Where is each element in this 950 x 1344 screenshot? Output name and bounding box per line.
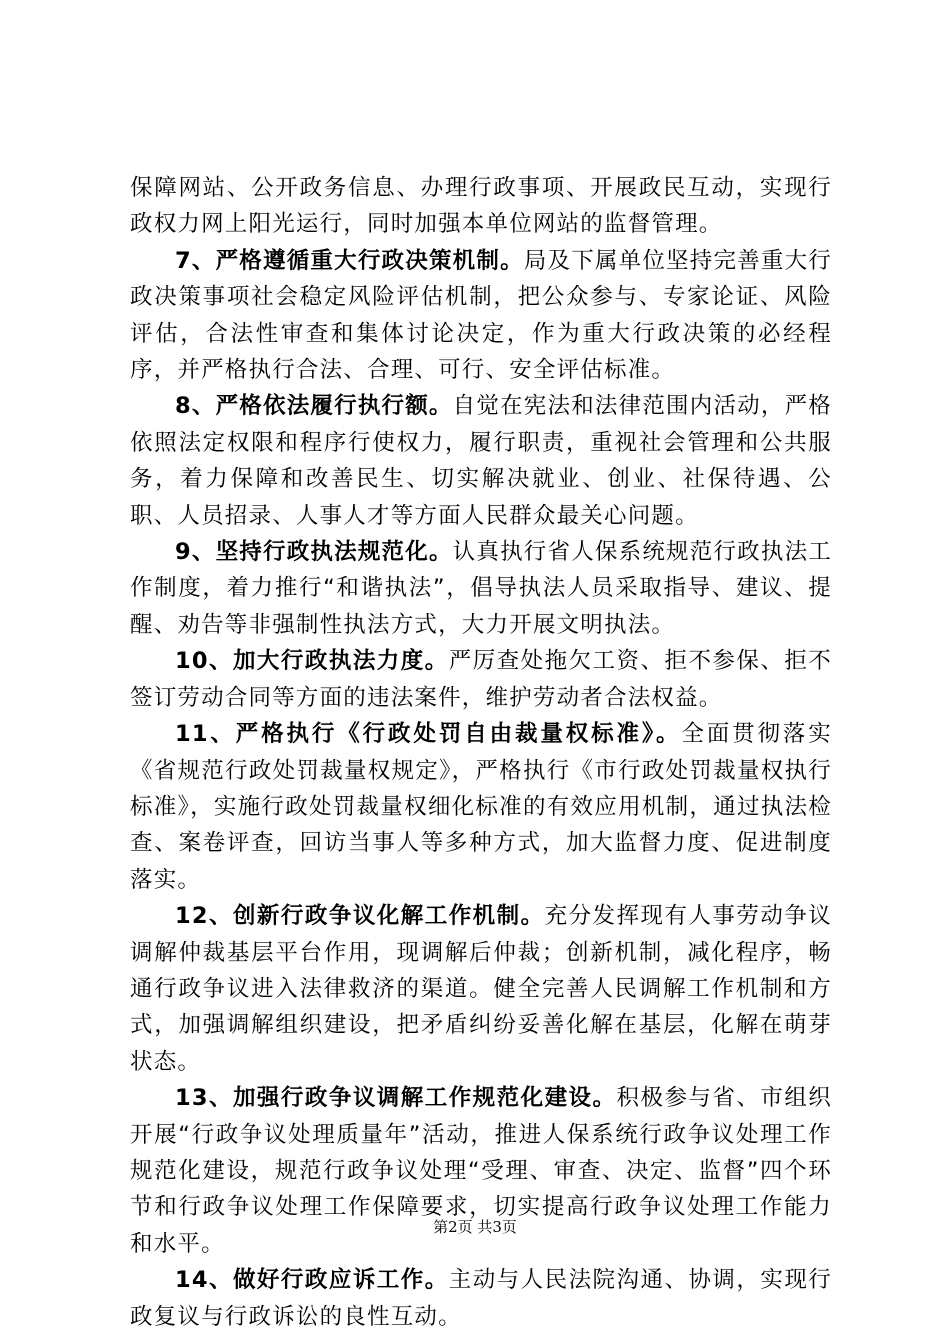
item-body: 积极参与省、市组织开展“行政争议处理质量年”活动，推进人保系统行政争议处理工作规范化建设，规范行政争议处理“受理、审查、决定、监督”四个环节和行政争议处理工作保障要求，切实提高行政争议处理工作能力和水平。 xyxy=(130,1085,832,1257)
item-body: 主动与人民法院沟通、协调，实现行政复议与行政诉讼的良性互动。 xyxy=(130,1267,833,1330)
item-body: 认真执行省人保系统规范行政执法工作制度，着力推行“和谐执法”，倡导执法人员采取指导、建议、提醒、劝告等非强制性执法方式，大力开展文明执法。 xyxy=(130,539,833,638)
item-body: 全面贯彻落实《省规范行政处罚裁量权规定》，严格执行《市行政处罚裁量权执行标准》，实施行政处罚裁量权细化标准的有效应用机制，通过执法检查、案卷评查，回访当事人等多种方式，加大监督力度、促进制度落实。 xyxy=(130,721,832,893)
item-body: 严厉查处拖欠工资、拒不参保、拒不签订劳动合同等方面的违法案件，维护劳动者合法权益。 xyxy=(130,648,833,711)
item-body: 自觉在宪法和法律范围内活动，严格依照法定权限和程序行使权力，履行职责，重视社会管理和公共服务，着力保障和改善民生、切实解决就业、创业、社保待遇、公职、人员招录、人事人才等方面人民群众最关心问题。 xyxy=(130,393,833,529)
item-heading: 13、加强行政争议调解工作规范化建设。 xyxy=(175,1085,617,1112)
continuation-paragraph: 保障网站、公开政务信息、办理行政事项、开展政民互动，实现行政权力网上阳光运行，同时加强本单位网站的监督管理。 xyxy=(130,175,832,238)
item-heading: 12、创新行政争议化解工作机制。 xyxy=(175,903,545,930)
item-body: 充分发挥现有人事劳动争议调解仲裁基层平台作用，现调解后仲裁；创新机制，减化程序，畅通行政争议进入法律救济的渠道。健全完善人民调解工作机制和方式，加强调解组织建设，把矛盾纠纷妥善化解在基层，化解在萌芽状态。 xyxy=(130,903,833,1075)
item-heading: 9、坚持行政执法规范化。 xyxy=(175,539,453,566)
item-heading: 14、做好行政应诉工作。 xyxy=(175,1267,449,1294)
item-heading: 10、加大行政执法力度。 xyxy=(175,648,449,675)
list-item xyxy=(130,716,832,898)
list-item xyxy=(130,898,832,1080)
page-footer xyxy=(0,1216,950,1237)
document-body xyxy=(130,170,832,1335)
page-number-label: 第2页 共3页 xyxy=(433,1218,517,1236)
list-item xyxy=(130,243,832,389)
item-heading: 7、严格遵循重大行政决策机制。 xyxy=(175,247,524,274)
list-item xyxy=(130,388,832,534)
list-item xyxy=(130,1262,832,1335)
item-heading: 8、严格依法履行执行额。 xyxy=(175,393,453,420)
item-heading: 11、严格执行《行政处罚自由裁量权标准》。 xyxy=(175,721,682,748)
list-item xyxy=(130,534,832,643)
list-item xyxy=(130,643,832,716)
item-body: 局及下属单位坚持完善重大行政决策事项社会稳定风险评估机制，把公众参与、专家论证、风险评估，合法性审查和集体讨论决定，作为重大行政决策的必经程序，并严格执行合法、合理、可行、安全评估标准。 xyxy=(130,247,833,384)
